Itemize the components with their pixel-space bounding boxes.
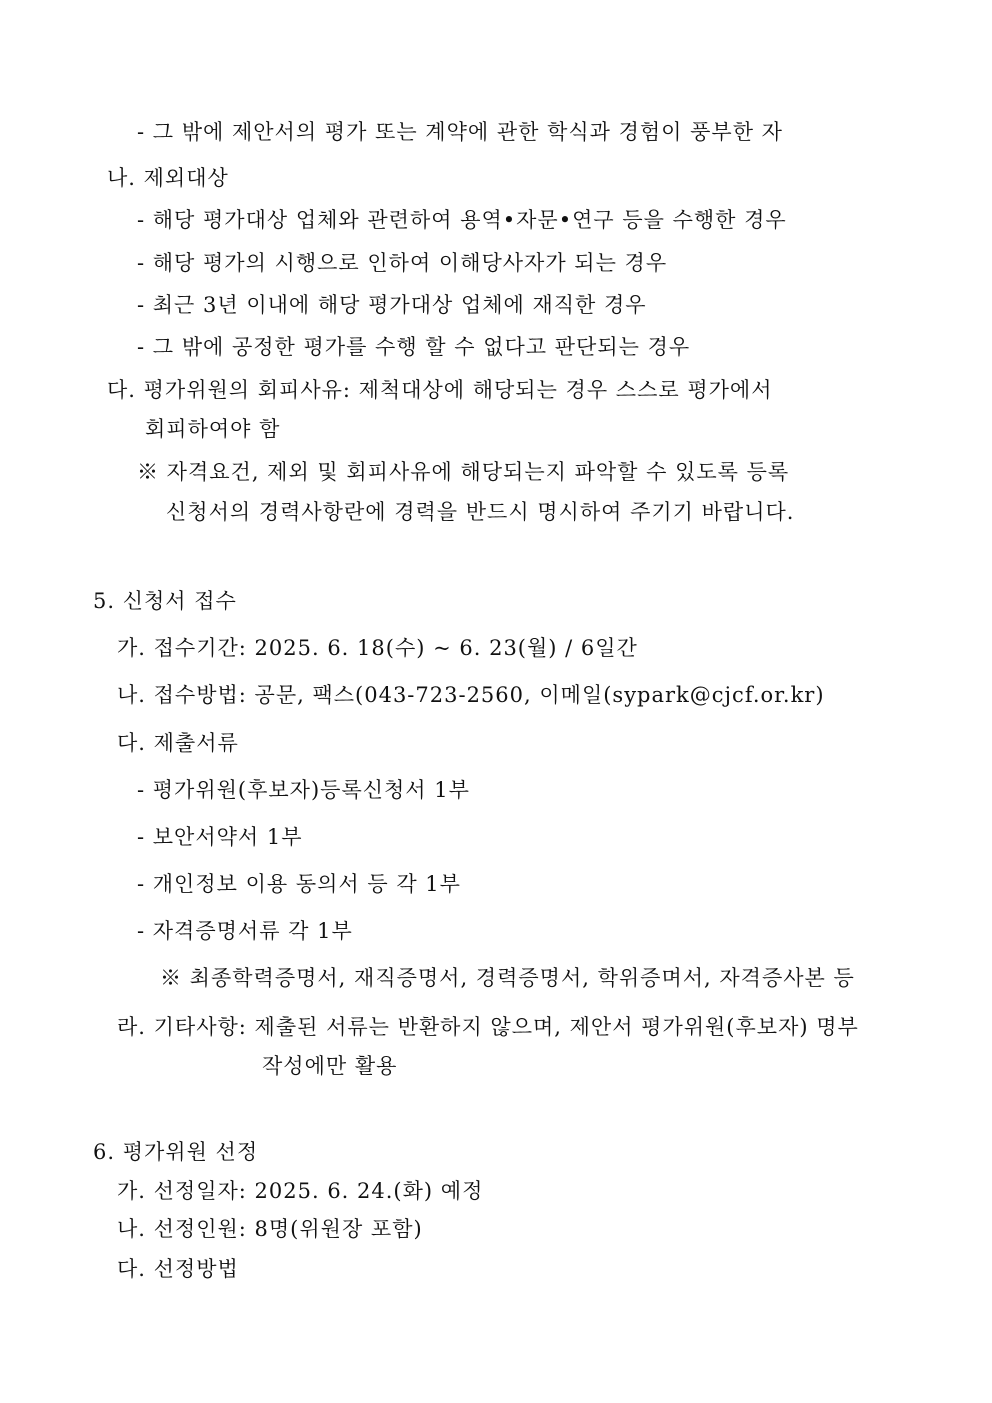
text-line: - 평가위원(후보자)등록신청서 1부: [137, 778, 470, 802]
text-line: 가. 선정일자: 2025. 6. 24.(화) 예정: [117, 1179, 484, 1203]
text-line: ※ 자격요건, 제외 및 회피사유에 해당되는지 파악할 수 있도록 등록: [137, 460, 790, 484]
text-line: 나. 제외대상: [107, 166, 229, 190]
text-line: 나. 선정인원: 8명(위원장 포함): [117, 1217, 423, 1241]
text-line: 라. 기타사항: 제출된 서류는 반환하지 않으며, 제안서 평가위원(후보자) 명부: [117, 1015, 859, 1039]
section-heading: 5. 신청서 접수: [93, 589, 237, 613]
text-line: ※ 최종학력증명서, 재직증명서, 경력증명서, 학위증며서, 자격증사본 등: [160, 966, 855, 990]
text-line: - 해당 평가의 시행으로 인하여 이해당사자가 되는 경우: [137, 251, 668, 275]
text-line: 신청서의 경력사항란에 경력을 반드시 명시하여 주기기 바랍니다.: [166, 500, 795, 524]
text-line: 작성에만 활용: [262, 1054, 398, 1078]
text-line: - 최근 3년 이내에 해당 평가대상 업체에 재직한 경우: [137, 293, 647, 317]
text-line: - 자격증명서류 각 1부: [137, 919, 353, 943]
text-line: - 보안서약서 1부: [137, 825, 303, 849]
text-line: 가. 접수기간: 2025. 6. 18(수) ~ 6. 23(월) / 6일간: [117, 636, 638, 660]
text-line: - 그 밖에 공정한 평가를 수행 할 수 없다고 판단되는 경우: [137, 335, 691, 359]
text-line: - 해당 평가대상 업체와 관련하여 용역•자문•연구 등을 수행한 경우: [137, 208, 787, 232]
text-line: - 그 밖에 제안서의 평가 또는 계약에 관한 학식과 경험이 풍부한 자: [137, 120, 783, 144]
text-line: 다. 선정방법: [117, 1257, 239, 1281]
text-line: 나. 접수방법: 공문, 팩스(043-723-2560, 이메일(sypark@cjcf.or.kr): [117, 683, 825, 707]
text-line: 다. 평가위원의 회피사유: 제척대상에 해당되는 경우 스스로 평가에서: [107, 378, 773, 402]
section-heading: 6. 평가위원 선정: [93, 1140, 259, 1164]
text-line: - 개인정보 이용 동의서 등 각 1부: [137, 872, 461, 896]
text-line: 회피하여야 함: [145, 417, 281, 441]
text-line: 다. 제출서류: [117, 731, 239, 755]
